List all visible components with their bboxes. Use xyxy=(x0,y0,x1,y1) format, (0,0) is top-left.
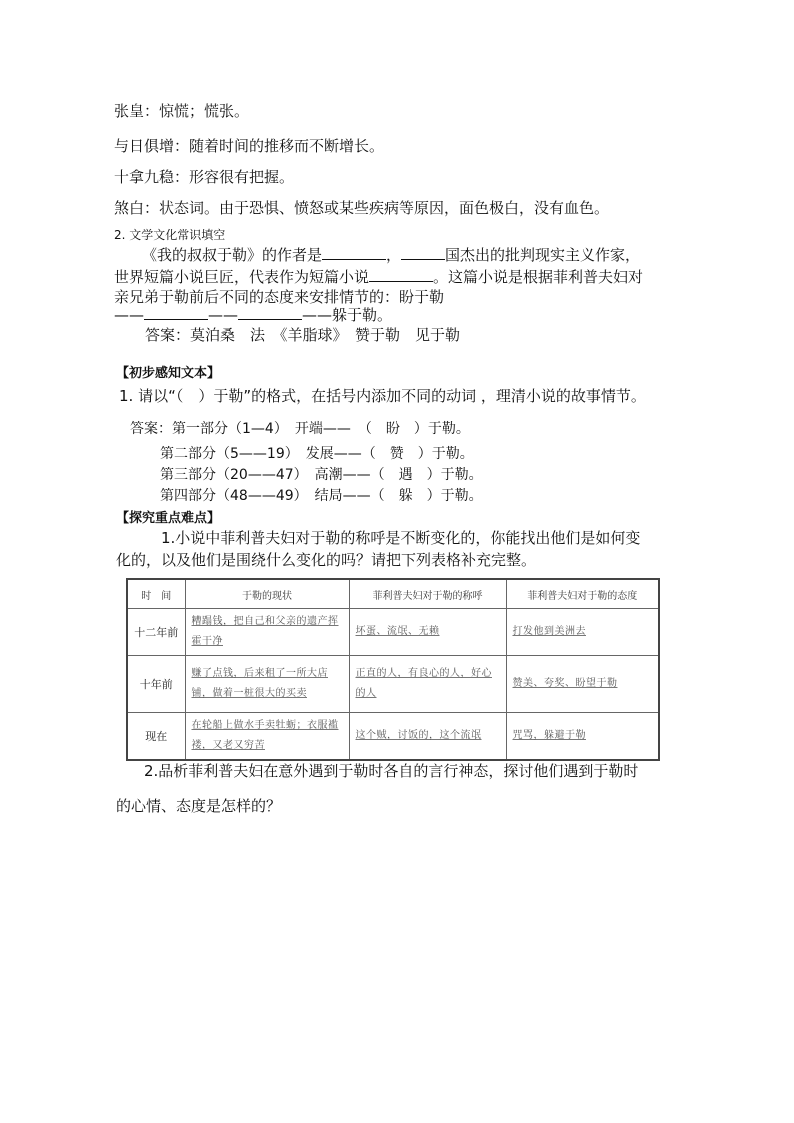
fill-line-3: 亲兄弟于勒前后不同的态度来安排情节的：盼于勒 xyxy=(114,288,445,306)
handwritten-answer: 在轮船上做水手卖牡蛎；衣服褴褛，又老又穷苦 xyxy=(191,720,339,751)
vocab-item: 与日俱增：随着时间的推移而不断增长。 xyxy=(114,137,385,155)
table-cell-time: 现在 xyxy=(127,713,185,761)
section-heading: 【探究重点难点】 xyxy=(116,511,221,526)
table-cell xyxy=(349,656,506,713)
answer-line: 第四部分（48——49） 结局——（ 躲 ）于勒。 xyxy=(160,488,483,504)
question: 化的，以及他们是围绕什么变化的吗？请把下列表格补充完整。 xyxy=(116,551,537,569)
handwritten-answer: 打发他到美洲去 xyxy=(512,626,586,637)
blank-country[interactable] xyxy=(401,245,445,260)
handwritten-answer: 赞美、夸奖、盼望于勒 xyxy=(512,678,618,689)
answer-line: 第三部分（20——47） 高潮——（ 遇 ）于勒。 xyxy=(160,467,483,483)
handwritten-answer: 正直的人，有良心的人，好心的人 xyxy=(355,668,492,699)
question: 1. 请以“（ ）于勒”的格式，在括号内添加不同的动词 ，理清小说的故事情节。 xyxy=(119,387,646,405)
question: 1.小说中菲利普夫妇对于勒的称呼是不断变化的，你能找出他们是如何变 xyxy=(161,529,641,547)
text: —— xyxy=(114,306,144,324)
table-cell xyxy=(185,609,349,656)
table-cell xyxy=(349,609,506,656)
table-cell xyxy=(349,713,506,761)
table-header: 菲利普夫妇对于勒的态度 xyxy=(506,579,659,609)
vocab-item: 十拿九稳：形容很有把握。 xyxy=(114,168,295,186)
answer-line: 答案：第一部分（1—4） 开端—— （ 盼 ）于勒。 xyxy=(130,421,470,437)
table-row xyxy=(127,609,659,656)
table-header-row xyxy=(127,579,659,609)
table-cell xyxy=(506,609,659,656)
fill-line-4 xyxy=(114,304,392,325)
table-cell xyxy=(506,713,659,761)
text: 《我的叔叔于勒》的作者是 xyxy=(142,246,323,264)
fill-line-1 xyxy=(142,244,640,265)
vocab-item: 煞白：状态词。由于恐惧、愤怒或某些疾病等原因，面色极白，没有血色。 xyxy=(114,199,610,217)
handwritten-answer: 赚了点钱，后来租了一所大店铺，做着一桩很大的买卖 xyxy=(191,668,328,699)
text: ， xyxy=(386,246,402,264)
table-row xyxy=(127,713,659,761)
text: 国杰出的批判现实主义作家， xyxy=(445,246,641,264)
table-cell-time: 十二年前 xyxy=(127,609,185,656)
handwritten-answer: 咒骂，躲避于勒 xyxy=(512,730,586,741)
text: —— xyxy=(208,306,238,324)
question: 的心情、态度是怎样的？ xyxy=(116,797,282,815)
section-heading: 2. 文学文化常识填空 xyxy=(114,228,226,242)
table-cell xyxy=(185,713,349,761)
fill-line-2 xyxy=(114,266,643,287)
table-cell xyxy=(506,656,659,713)
blank-work[interactable] xyxy=(369,267,433,282)
blank-stage-3[interactable] xyxy=(238,305,302,320)
answer-line: 答案：莫泊桑 法 《羊脂球》 赞于勒 见于勒 xyxy=(145,326,461,344)
title-change-table xyxy=(126,578,660,761)
text: 世界短篇小说巨匠，代表作为短篇小说 xyxy=(114,268,370,286)
answer-line: 第二部分（5——19） 发展——（ 赞 ）于勒。 xyxy=(160,446,474,462)
table-header: 菲利普夫妇对于勒的称呼 xyxy=(349,579,506,609)
table-row xyxy=(127,656,659,713)
table-header: 于勒的现状 xyxy=(185,579,349,609)
handwritten-answer: 这个贼，讨饭的，这个流氓 xyxy=(355,730,482,741)
handwritten-answer: 糟蹋钱，把自己和父亲的遗产挥霍干净 xyxy=(191,616,339,647)
table-cell-time: 十年前 xyxy=(127,656,185,713)
blank-author[interactable] xyxy=(322,245,386,260)
question: 2.品析菲利普夫妇在意外遇到于勒时各自的言行神态，探讨他们遇到于勒时 xyxy=(144,762,639,780)
blank-stage-2[interactable] xyxy=(144,305,208,320)
text: 。这篇小说是根据菲利普夫妇对 xyxy=(433,268,644,286)
section-heading: 【初步感知文本】 xyxy=(116,366,221,381)
text: ——躲于勒。 xyxy=(302,306,393,324)
vocab-item: 张皇：惊慌；慌张。 xyxy=(114,102,250,120)
table-cell xyxy=(185,656,349,713)
table-header: 时 间 xyxy=(127,579,185,609)
handwritten-answer: 坏蛋、流氓、无赖 xyxy=(355,626,440,637)
